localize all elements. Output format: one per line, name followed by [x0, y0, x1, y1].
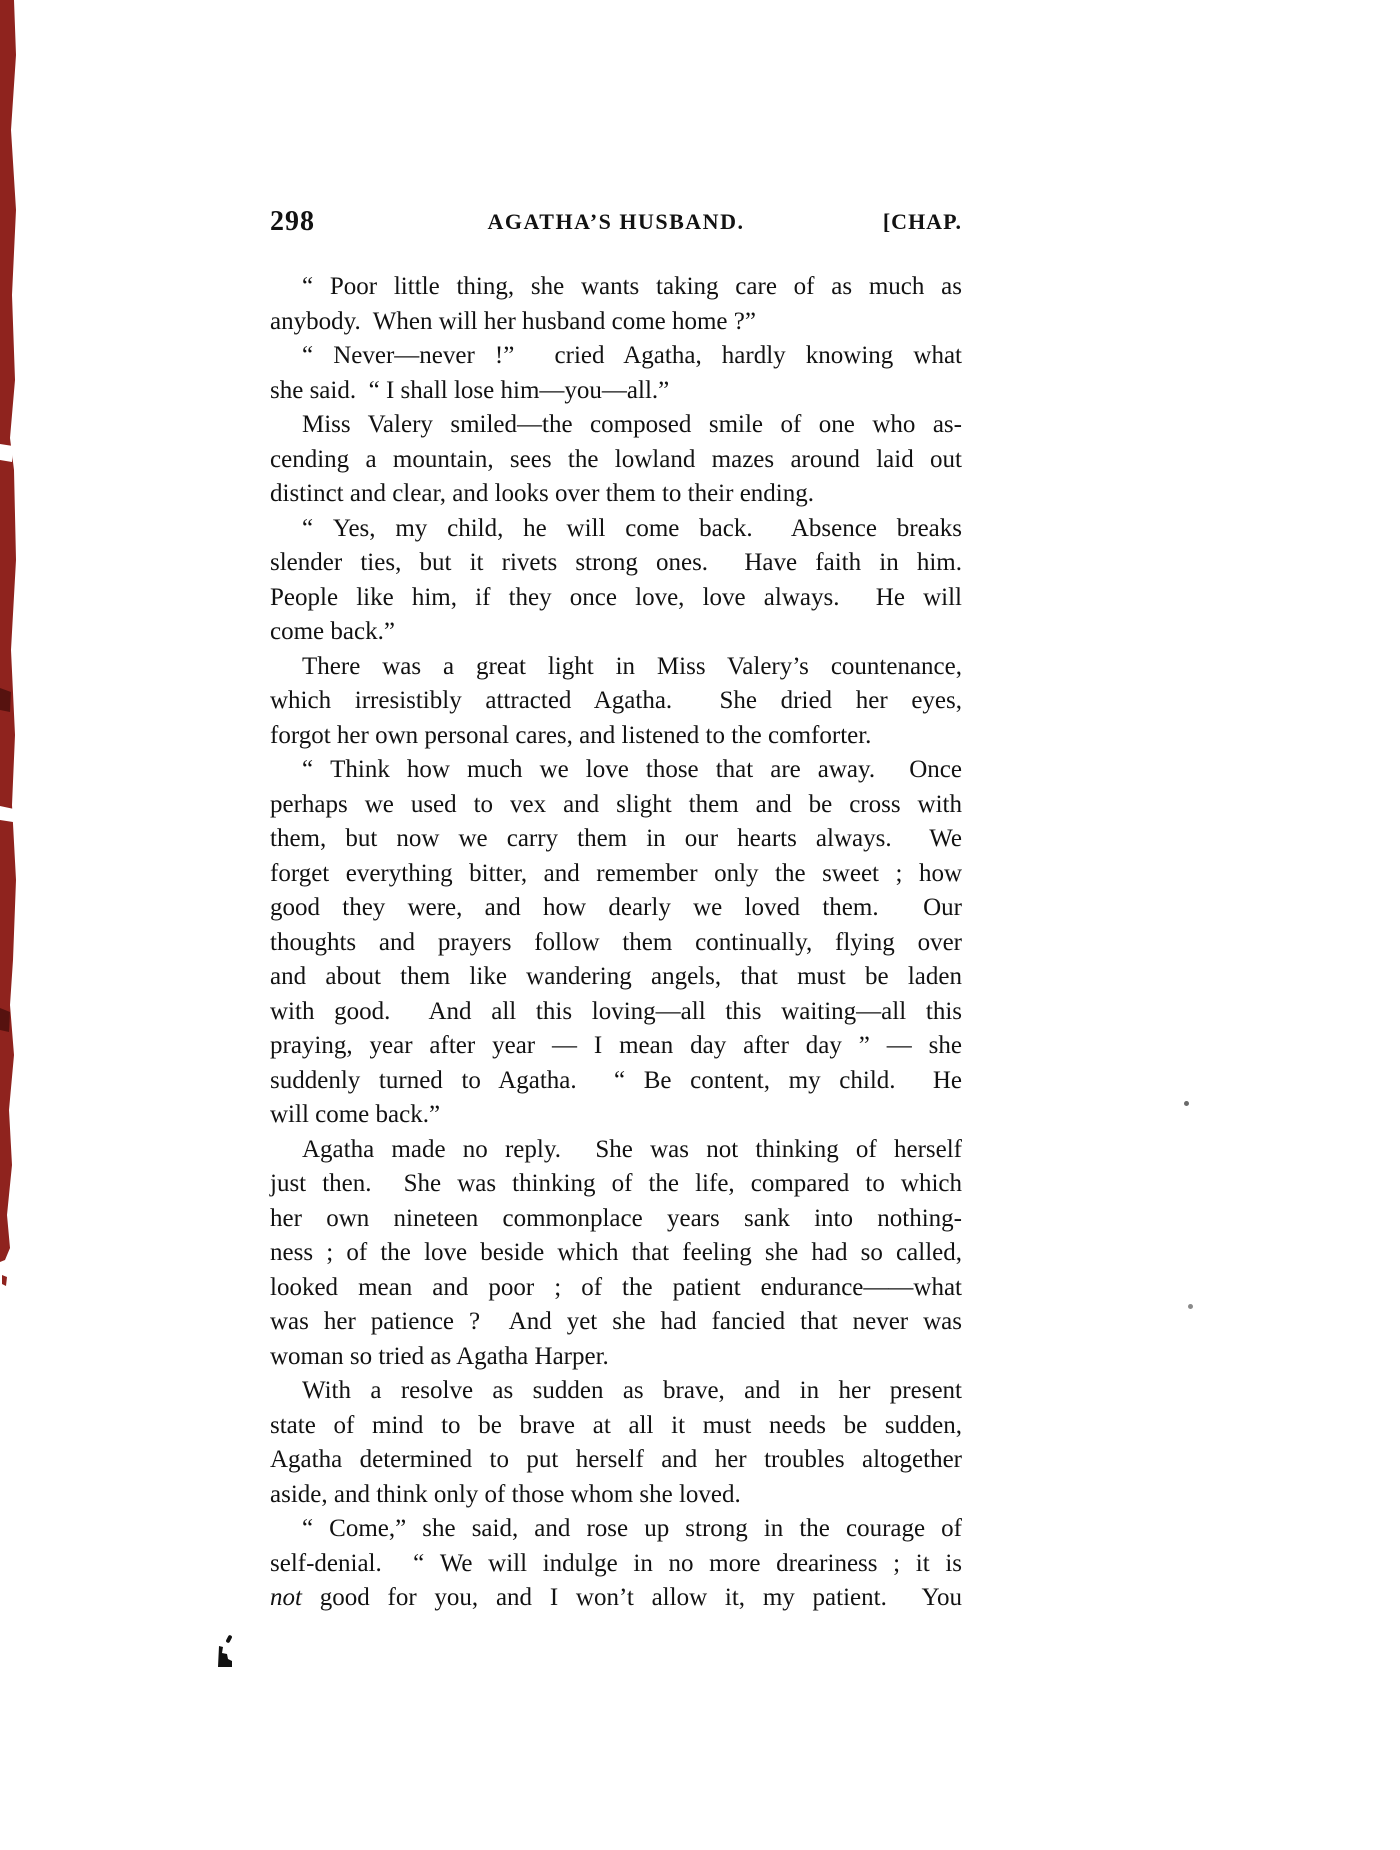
text-line: distinct and clear, and looks over them to their ending.	[270, 480, 814, 507]
scan-spine-artifact	[0, 0, 22, 1850]
text-line: “ Never—never !” cried Agatha, hardly knowing what	[302, 342, 962, 369]
page-number: 298	[270, 206, 315, 237]
text-line: her own nineteen commonplace years sank into nothing-	[270, 1204, 962, 1232]
text-line: People like him, if they once love, love always. He will	[270, 583, 962, 611]
chapter-label: [CHAP.	[882, 209, 962, 234]
text-line: thoughts and prayers follow them continually, flying over	[270, 928, 962, 956]
text-line: cending a mountain, sees the lowland mazes around laid out	[270, 445, 962, 473]
running-header	[270, 206, 962, 242]
text-line: “ Yes, my child, he will come back. Absence breaks	[302, 514, 962, 542]
text-line: just then. She was thinking of the life, compared to which	[270, 1170, 962, 1197]
text-line: “ Come,” she said, and rose up strong in the courage of	[302, 1515, 962, 1542]
text-line: suddenly turned to Agatha. “ Be content, my child. He	[270, 1066, 962, 1094]
text-line: was her patience ? And yet she had fancied that never was	[270, 1308, 962, 1335]
text-line: There was a great light in Miss Valery’s countenance,	[302, 652, 962, 680]
text-line: anybody. When will her husband come home ?”	[270, 307, 756, 335]
ink-tick	[225, 1635, 232, 1644]
body-text	[270, 270, 962, 1616]
text-line	[270, 1581, 962, 1616]
text-line: slender ties, but it rivets strong ones. Have faith in him.	[270, 549, 962, 576]
text-line: looked mean and poor ; of the patient endurance——what	[270, 1273, 962, 1301]
text-line: forgot her own personal cares, and listened to the comforter.	[270, 721, 872, 749]
text-line: good they were, and how dearly we loved them. Our	[270, 894, 962, 921]
text-line: perhaps we used to vex and slight them and be cross with	[270, 790, 962, 818]
text-line: “ Poor little thing, she wants taking care of as much as	[302, 273, 962, 300]
text-line: ness ; of the love beside which that feeling she had so called,	[270, 1239, 962, 1266]
text-line: With a resolve as sudden as brave, and in her present	[302, 1377, 962, 1404]
text-line: state of mind to be brave at all it must needs be sudden,	[270, 1411, 962, 1439]
text-line: she said. “ I shall lose him—you—all.”	[270, 376, 670, 404]
scan-speck	[1188, 1304, 1193, 1309]
running-title: AGATHA’S HUSBAND.	[487, 209, 745, 234]
text-line: Agatha made no reply. She was not thinking of herself	[302, 1135, 962, 1163]
text-line: praying, year after year — I mean day after day ” — she	[270, 1032, 962, 1059]
text-line: will come back.”	[270, 1101, 441, 1128]
text-line: with good. And all this loving—all this waiting—all this	[270, 997, 962, 1025]
text-segment: good for you, and I won’t allow it, my patient. You	[301, 1584, 962, 1611]
italic-text: not	[270, 1584, 302, 1611]
text-line: woman so tried as Agatha Harper.	[270, 1342, 609, 1370]
ink-blot	[217, 1646, 233, 1668]
text-line: self-denial. “ We will indulge in no more dreariness ; it is	[270, 1549, 962, 1577]
text-line: which irresistibly attracted Agatha. She dried her eyes,	[270, 687, 962, 714]
text-line: forget everything bitter, and remember only the sweet ; how	[270, 859, 962, 887]
text-line: “ Think how much we love those that are away. Once	[302, 756, 962, 783]
text-line: aside, and think only of those whom she loved.	[270, 1480, 741, 1508]
spine-edge-shape	[0, 0, 22, 1850]
text-line: Miss Valery smiled—the composed smile of one who as-	[302, 411, 962, 438]
text-line: and about them like wandering angels, that must be laden	[270, 963, 962, 990]
text-line: them, but now we carry them in our hearts always. We	[270, 825, 962, 852]
text-line: come back.”	[270, 618, 395, 645]
scan-speck	[1184, 1101, 1189, 1106]
text-line: Agatha determined to put herself and her troubles altogether	[270, 1446, 962, 1473]
